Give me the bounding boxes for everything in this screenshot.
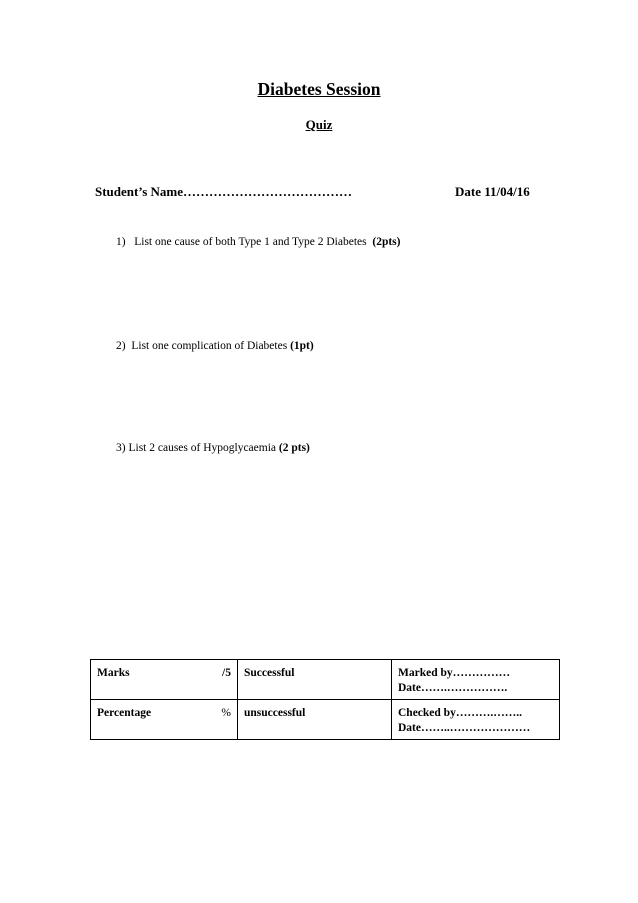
question-number: 2) <box>116 340 126 352</box>
question-text: List one cause of both Type 1 and Type 2 Diabetes <box>134 236 367 248</box>
question-points: (1pt) <box>290 340 314 352</box>
question-points: (2 pts) <box>278 442 310 454</box>
quiz-date: Date 11/04/16 <box>455 184 530 199</box>
checked-by-label: Checked by……….…….. <box>398 706 522 719</box>
successful-label: Successful <box>244 667 295 679</box>
table-row <box>91 660 560 700</box>
page-subtitle: Quiz <box>305 117 333 132</box>
marks-label: Marks <box>97 667 130 679</box>
question-3 <box>116 442 310 454</box>
page-title: Diabetes Session <box>257 79 381 99</box>
question-number: 3) <box>116 442 126 454</box>
table-row <box>91 699 560 739</box>
marks-cell <box>91 660 238 700</box>
marked-by-label: Marked by…………… <box>398 667 511 679</box>
successful-cell <box>238 660 392 700</box>
percentage-cell <box>91 699 238 739</box>
question-number: 1) <box>116 236 126 248</box>
question-text: List 2 causes of Hypoglycaemia <box>128 442 277 454</box>
student-name-field: Student’s Name………………………………… <box>95 184 352 199</box>
marked-date-label: Date…….……………. <box>398 681 508 694</box>
checked-by-cell <box>392 699 560 739</box>
unsuccessful-label: unsuccessful <box>244 706 306 719</box>
unsuccessful-cell <box>238 699 392 739</box>
checked-date-label: Date……..………………… <box>398 721 531 734</box>
question-points: (2pts) <box>372 236 401 248</box>
percentage-label: Percentage <box>97 706 152 719</box>
grading-table <box>90 659 560 740</box>
marked-by-cell <box>392 660 560 700</box>
percentage-unit: % <box>221 706 231 719</box>
question-1 <box>116 236 400 248</box>
question-2 <box>116 340 314 352</box>
question-text: List one complication of Diabetes <box>131 340 288 352</box>
marks-total: /5 <box>222 667 231 679</box>
